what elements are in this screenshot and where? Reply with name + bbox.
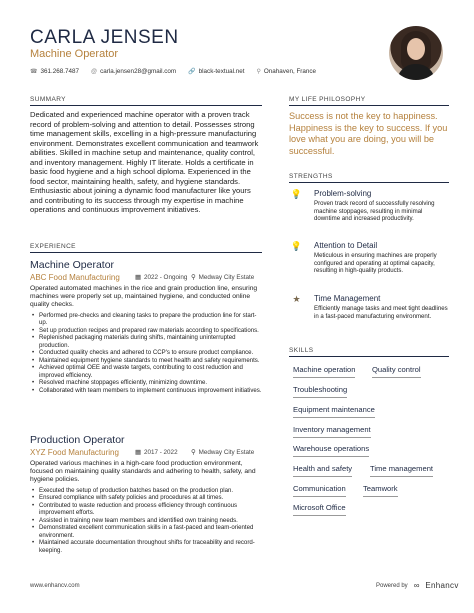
summary-divider [30, 105, 262, 106]
link-icon: 🔗 [188, 69, 196, 75]
strengths-heading: STRENGTHS [289, 173, 333, 180]
experience-description: Operated automated machines in the rice and grain production line, ensuring machines were properly set up, maintained hygiene, and conducted online quality checks. [30, 285, 258, 309]
list-item: • Maintained equipment hygiene standards to meet health and safety requirements. [30, 357, 262, 365]
list-item: • Demonstrated excellent communication skills in a fast-paced and team-oriented environment. [30, 524, 262, 539]
enhancv-logo-icon: ∞ [413, 581, 420, 590]
strength-description: Proven track record of successfully resolving machine stoppages, resulting in minimal downtime and increased productivity. [314, 200, 435, 223]
skill-tag: Communication [293, 484, 346, 497]
list-item: • Set up production recipes and prepared raw materials according to specifications. [30, 327, 262, 335]
contact-phone[interactable]: ☎ 361.268.7487 [30, 68, 80, 75]
lightbulb-icon: 💡 [290, 241, 303, 251]
list-item: • Assisted in training new team members and identified own training needs. [30, 517, 262, 525]
skill-tag: Teamwork [363, 484, 398, 497]
strength-title: Time Management [314, 294, 381, 303]
skill-tag: Machine operation [293, 365, 355, 378]
candidate-name: CARLA JENSEN [30, 27, 179, 48]
experience-date: 2017 - 2022 [143, 449, 178, 456]
location-pin-icon: ⚲ [256, 69, 261, 75]
calendar-icon: ▦ [135, 274, 141, 281]
footer-website-link[interactable]: www.enhancv.com [30, 583, 80, 589]
skill-tag: Time management [370, 464, 433, 477]
experience-role: Production Operator [30, 434, 125, 446]
experience-entry-1 [30, 259, 262, 394]
philosophy-divider [289, 105, 449, 106]
philosophy-quote: Success is not the key to happiness. Happiness is the key to success. If you love what you are doing, you will be successful. [289, 111, 448, 156]
job-title: Machine Operator [30, 48, 119, 60]
skill-tag: Inventory management [293, 425, 371, 438]
at-icon: @ [91, 68, 98, 75]
strength-item-2 [289, 241, 449, 275]
experience-description: Operated various machines in a high-care food production environment, focused on maintaining quality standards and adhering to health, safety, and hygiene policies. [30, 460, 256, 484]
philosophy-heading: MY LIFE PHILOSOPHY [289, 96, 366, 103]
footer-branding [376, 581, 459, 590]
experience-bullets [30, 487, 262, 555]
calendar-icon: ▦ [135, 449, 141, 456]
lightbulb-icon: 💡 [290, 189, 303, 199]
star-icon: ★ [292, 294, 301, 304]
experience-heading: EXPERIENCE [30, 243, 76, 250]
experience-bullets [30, 312, 262, 395]
list-item: • Collaborated with team members to implement continuous improvement initiatives. [30, 387, 262, 395]
summary-heading: SUMMARY [30, 96, 66, 103]
contact-website[interactable]: 🔗 black-textual.net [188, 68, 245, 75]
phone-icon: ☎ [30, 69, 38, 75]
skill-tag: Equipment maintenance [293, 405, 375, 418]
skill-tag: Quality control [372, 365, 421, 378]
strengths-divider [289, 182, 449, 183]
contact-email[interactable]: @ carla.jensen28@gmail.com [91, 68, 177, 75]
summary-text: Dedicated and experienced machine operator with a proven track record of problem-solving and attention to detail. Possesses strong time management skills, excelling in a high-pressure manufacturing environment. Demonstrates excellent communication and teamwork abilities. Skilled in machine setup and maintenance, quality control, and inventory management. Highly IT literate. Holds a certificate in basic food hygiene and a high school diploma. Experienced in the food sector, maintaining health, safety, and hygiene standards. Enthusiastic about joining a dynamic food manufacturer like yours and contributing to its success through my expertise in machine operations and continuous improvement initiatives. [30, 110, 259, 214]
list-item: • Contributed to waste reduction and process efficiency through continuous improvement efforts. [30, 502, 262, 517]
strength-item-3 [289, 294, 449, 320]
strength-title: Problem-solving [314, 189, 372, 198]
experience-divider [30, 252, 262, 253]
skills-divider [289, 356, 449, 357]
strength-title: Attention to Detail [314, 241, 378, 250]
list-item: • Ensured compliance with safety policies and procedures at all times. [30, 494, 262, 502]
list-item: • Conducted quality checks and adhered to CCP's to ensure product compliance. [30, 349, 262, 357]
brand-name[interactable]: Enhancv [425, 581, 459, 590]
experience-company: XYZ Food Manufacturing [30, 448, 119, 457]
experience-date: 2022 - Ongoing [143, 274, 188, 281]
list-item: • Performed pre-checks and cleaning tasks to prepare the production line for start-up. [30, 312, 262, 327]
skill-tag: Microsoft Office [293, 503, 346, 516]
experience-entry-2 [30, 434, 262, 554]
list-item: • Resolved machine stoppages efficiently, minimizing downtime. [30, 379, 262, 387]
list-item: • Executed the setup of production batches based on the production plan. [30, 487, 262, 495]
list-item: • Replenished packaging materials during shifts, maintaining uninterrupted production. [30, 334, 262, 349]
skill-tag: Warehouse operations [293, 444, 369, 457]
skill-tag: Health and safety [293, 464, 352, 477]
contact-location: ⚲ Onahaven, France [256, 68, 317, 75]
experience-role: Machine Operator [30, 259, 115, 271]
location-pin-icon: ⚲ [191, 449, 196, 456]
contact-info [30, 68, 316, 75]
powered-by-label: Powered by [376, 582, 408, 589]
list-item: • Maintained accurate documentation throughout shifts for traceability and record-keeping. [30, 539, 262, 554]
experience-location: Medway City Estate [198, 274, 255, 281]
list-item: • Achieved optimal OEE and waste targets, contributing to cost reduction and improved efficiency. [30, 364, 262, 379]
experience-company: ABC Food Manufacturing [30, 273, 120, 282]
strength-description: Meticulous in ensuring machines are properly configured and operating at optimal capacity, resulting in high-quality products. [314, 252, 437, 275]
skill-tag: Troubleshooting [293, 385, 347, 398]
strength-description: Efficiently manage tasks and meet tight deadlines in a fast-paced manufacturing environment. [314, 305, 448, 320]
skills-heading: SKILLS [289, 347, 314, 354]
profile-photo [389, 26, 443, 80]
experience-location: Medway City Estate [198, 449, 255, 456]
strength-item-1 [289, 189, 449, 223]
location-pin-icon: ⚲ [191, 274, 196, 281]
